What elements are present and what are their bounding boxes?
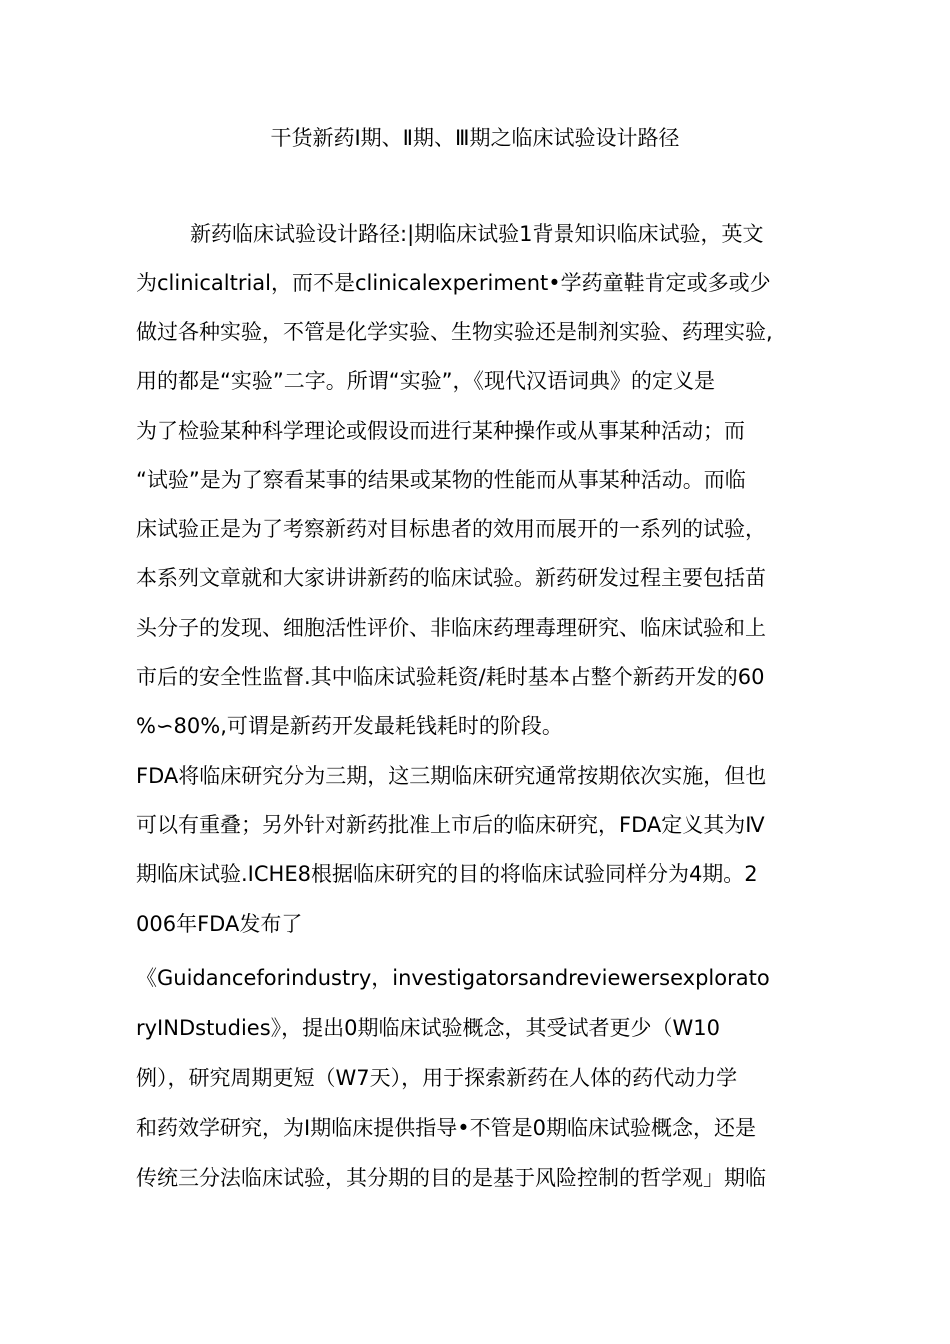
- paragraph-line: 期临床试验.ICHE8根据临床研究的目的将临床试验同样分为4期。2: [136, 862, 758, 886]
- paragraph-line: 新药临床试验设计路径:|期临床试验1背景知识临床试验，英文: [190, 222, 764, 246]
- paragraph-line: 为了检验某种科学理论或假设而进行某种操作或从事某种活动；而: [136, 419, 745, 443]
- paragraph-line: 006年FDA发布了: [136, 912, 303, 936]
- paragraph-line: 做过各种实验，不管是化学实验、生物实验还是制剂实验、药理实验,: [136, 320, 773, 344]
- paragraph-line: 例），研究周期更短（W7天），用于探索新药在人体的药代动力学: [136, 1066, 738, 1090]
- paragraph-line: 和药效学研究，为Ⅰ期临床提供指导•不管是0期临床试验概念，还是: [136, 1116, 756, 1140]
- paragraph-line: 本系列文章就和大家讲讲新药的临床试验。新药研发过程主要包括苗: [136, 566, 766, 590]
- document-title: 干货新药Ⅰ期、Ⅱ期、Ⅲ期之临床试验设计路径: [270, 126, 680, 150]
- paragraph-line: 传统三分法临床试验，其分期的目的是基于风险控制的哲学观」期临: [136, 1166, 766, 1190]
- paragraph-line: 用的都是“实验”二字。所谓“实验”，《现代汉语词典》的定义是: [136, 369, 716, 393]
- paragraph-line: ryINDstudies》，提出0期临床试验概念，其受试者更少（W10: [136, 1016, 720, 1040]
- paragraph-line: %∽80%,可谓是新药开发最耗钱耗时的阶段。: [136, 714, 563, 738]
- paragraph-line: “试验”是为了察看某事的结果或某物的性能而从事某种活动。而临: [136, 468, 746, 492]
- paragraph-line: 为clinicaltrial，而不是clinicalexperiment•学药童鞋肯定或多或少: [136, 271, 771, 295]
- paragraph-line: 头分子的发现、细胞活性评价、非临床药理毒理研究、临床试验和上: [136, 616, 766, 640]
- paragraph-line: FDA将临床研究分为三期，这三期临床研究通常按期依次实施，但也: [136, 764, 767, 788]
- paragraph-line: 床试验正是为了考察新药对目标患者的效用而展开的一系列的试验，: [136, 517, 766, 541]
- paragraph-line: 市后的安全性监督.其中临床试验耗资/耗时基本占整个新药开发的60: [136, 665, 765, 689]
- paragraph-line: 可以有重叠；另外针对新药批准上市后的临床研究，FDA定义其为Ⅳ: [136, 813, 765, 837]
- paragraph-line: 《Guidanceforindustry，investigatorsandreviewersexplorato: [136, 966, 770, 990]
